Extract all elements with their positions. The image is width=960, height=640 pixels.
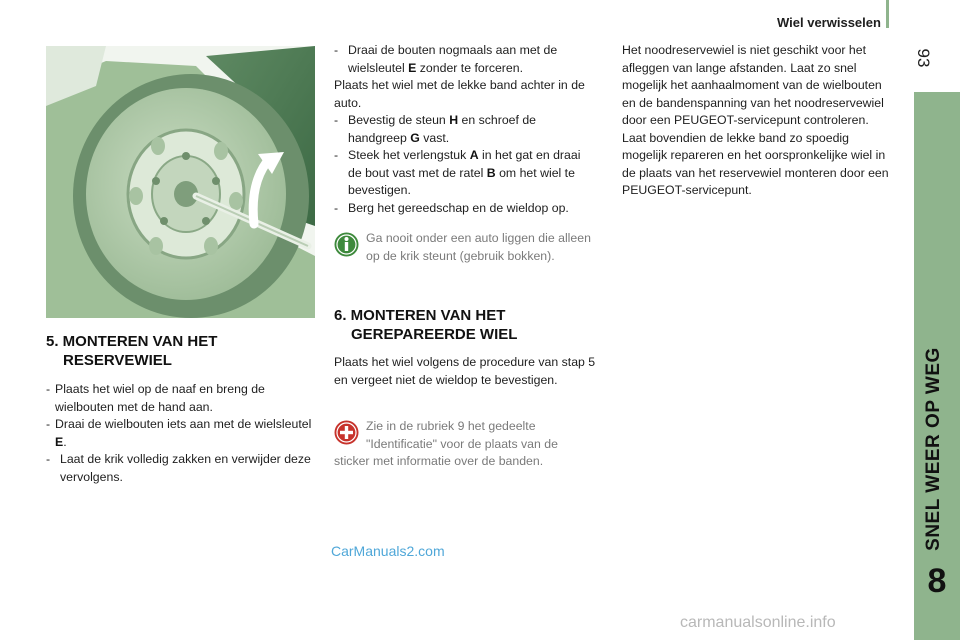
list-item-text: Bevestig de steun (348, 113, 450, 127)
list-dash: - (46, 417, 51, 431)
chapter-number: 8 (927, 562, 947, 600)
chapter-title-text: SNEL WEER OP WEG (923, 347, 944, 551)
section-6-heading (334, 306, 596, 344)
column-2 (334, 42, 596, 217)
list-dash: - (334, 148, 339, 162)
plus-note-text: Zie in de rubriek 9 het gedeelte "Identificatie" voor de plaats van de sticker met informatie over de banden. (334, 419, 558, 468)
list-item-text: Draai de bouten nogmaals aan met de wielsleutel (348, 43, 558, 75)
list-item-text: om het wiel te bevestigen. (348, 165, 575, 197)
tool-letter: H (449, 113, 459, 127)
list-item-text: en schroef de handgreep (348, 113, 537, 145)
column-3 (622, 42, 890, 200)
plus-icon (334, 420, 359, 445)
section-5-heading-line1: 5. MONTEREN VAN HET (46, 333, 218, 350)
paragraph: Het noodreservewiel is niet geschikt voor het afleggen van lange afstanden. Laat zo snel mogelijk het aanhaalmoment van de wielbouten en de bandenspanning van het noodreservewiel door een PEUGEOT-servicepunt controleren. Laat bovendien de lekke band zo spoedig mogelijk repareren en het oorspronkelijke wiel in de plaats van het reservewiel monteren door een PEUGEOT-servicepunt. (622, 43, 889, 197)
list-dash: - (46, 382, 51, 396)
section-5 (46, 332, 316, 486)
info-note (334, 230, 596, 265)
tool-letter: B (486, 165, 496, 180)
list-item-text: Steek het verlengstuk (348, 148, 470, 162)
paragraph: Plaats het wiel met de lekke band achter in de auto. (334, 78, 585, 110)
list-item (334, 112, 596, 147)
list-item-text: vast. (419, 130, 450, 145)
list-item (334, 42, 596, 77)
section-5-heading-line2: RESERVEWIEL (63, 352, 172, 369)
info-icon (334, 232, 359, 257)
list-item-text: Berg het gereedschap en de wieldop op. (348, 200, 569, 215)
section-6-heading-line2: GEREPAREERDE WIEL (351, 326, 518, 343)
tool-letter: E (55, 434, 64, 449)
list-item-text: in het gat en draai de bout vast met de ratel (348, 148, 581, 180)
wheel-illustration (46, 46, 315, 318)
list-item-text: Laat de krik volledig zakken en verwijder deze vervolgens. (60, 452, 311, 484)
watermark-carmanuals2: CarManuals2.com (331, 543, 445, 559)
list-item (334, 147, 596, 200)
info-note-text: Ga nooit onder een auto liggen die alleen op de krik steunt (gebruik bokken). (366, 231, 591, 263)
plus-note (334, 418, 596, 471)
list-dash: - (334, 43, 339, 57)
list-item (46, 416, 316, 451)
paragraph: Plaats het wiel volgens de procedure van stap 5 en vergeet niet de wieldop te bevestigen. (334, 355, 596, 387)
list-dash: - (334, 200, 339, 215)
tool-letter: E (408, 60, 417, 75)
tool-letter: G (410, 130, 420, 145)
section-6-heading-line1: 6. MONTEREN VAN HET (334, 307, 506, 324)
list-dash: - (334, 113, 339, 127)
list-item-text: Plaats het wiel op de naaf en breng de wielbouten met de hand aan. (55, 382, 265, 414)
list-dash: - (46, 452, 51, 466)
section-title: Wiel verwisselen (777, 15, 881, 30)
section-6 (334, 306, 596, 389)
list-item (46, 451, 316, 486)
list-item (46, 381, 316, 416)
list-item (334, 200, 596, 218)
list-item-text: zonder te forceren. (416, 60, 523, 75)
tool-letter: A (469, 148, 479, 162)
section-5-heading (46, 332, 316, 370)
page-number: 93 (914, 48, 933, 68)
header-divider (886, 0, 889, 28)
watermark-carmanualsonline: carmanualsonline.info (680, 614, 836, 631)
list-item-text: Draai de wielbouten iets aan met de wielsleutel (55, 417, 312, 431)
list-item-text: . (63, 434, 67, 449)
